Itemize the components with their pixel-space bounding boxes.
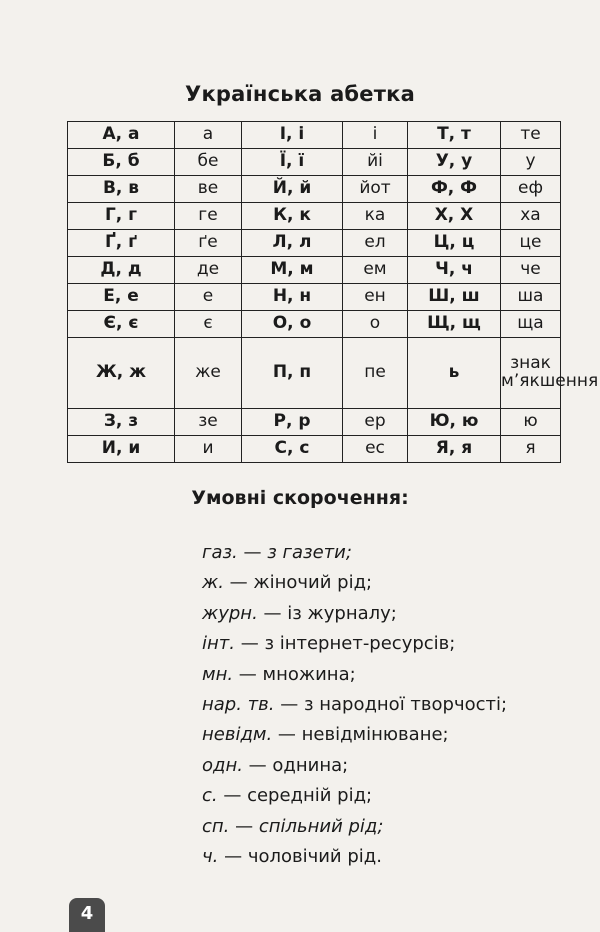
abbreviation-term: газ. (202, 542, 238, 563)
letter-name-cell: це (501, 230, 561, 257)
alphabet-table (67, 121, 599, 463)
dash-separator: — (274, 693, 304, 715)
abbreviation-term: ч. (202, 845, 219, 867)
alphabet-row (68, 311, 561, 338)
letter-cell: Л, л (242, 230, 343, 257)
abbreviation-meaning: із журналу; (287, 602, 397, 624)
letter-name-cell: де (175, 257, 242, 284)
abbreviation-item (202, 842, 600, 872)
letter-cell: Ш, ш (408, 284, 501, 311)
abbreviation-item (202, 781, 600, 811)
letter-cell: И, и (68, 436, 175, 463)
abbreviation-meaning: з народної творчості; (303, 693, 508, 715)
abbreviation-term: мн. (202, 663, 234, 685)
dash-separator: — (229, 815, 259, 837)
abbreviation-meaning: спільний рід; (258, 815, 384, 837)
dash-separator: — (272, 724, 302, 746)
letter-name-cell: е (175, 284, 242, 311)
letter-cell: П, п (242, 338, 343, 409)
abbreviation-meaning: множина; (262, 663, 356, 685)
letter-cell: Ц, ц (408, 230, 501, 257)
letter-cell: Я, я (408, 436, 501, 463)
abbreviation-item (202, 690, 600, 720)
letter-name-cell: и (175, 436, 242, 463)
letter-cell: Т, т (408, 122, 501, 149)
letter-cell: З, з (68, 409, 175, 436)
abbreviation-meaning: жіночий рід; (253, 572, 373, 594)
letter-cell: Ф, Ф (408, 176, 501, 203)
dash-separator: — (218, 845, 248, 867)
letter-cell: К, к (242, 203, 343, 230)
letter-name-cell: а (175, 122, 242, 149)
abbreviation-term: одн. (202, 754, 243, 776)
abbreviation-item (202, 538, 600, 568)
letter-name-cell: ша (501, 284, 561, 311)
letter-cell: Б, б (68, 149, 175, 176)
alphabet-row (68, 149, 561, 176)
letter-name-cell: йот (343, 176, 408, 203)
alphabet-row (68, 436, 561, 463)
abbreviation-term: нар. тв. (202, 693, 275, 715)
letter-cell: Х, Х (408, 203, 501, 230)
letter-name-cell: же (175, 338, 242, 409)
letter-cell: Н, н (242, 284, 343, 311)
letter-name-cell: ге (175, 203, 242, 230)
letter-name-cell: ел (343, 230, 408, 257)
alphabet-row (68, 203, 561, 230)
dash-separator: — (237, 542, 268, 563)
letter-name-cell: у (501, 149, 561, 176)
page-number: 4 (69, 898, 105, 932)
abbreviation-item (202, 812, 600, 842)
dash-separator: — (234, 633, 265, 655)
letter-name-cell: ес (343, 436, 408, 463)
letter-name-cell: я (501, 436, 561, 463)
abbreviation-item (202, 751, 600, 781)
letter-name-cell: знак м’якшення (501, 338, 561, 409)
letter-cell: М, м (242, 257, 343, 284)
abbreviation-item (202, 568, 600, 598)
letter-name-cell: ґе (175, 230, 242, 257)
letter-name-cell: ен (343, 284, 408, 311)
abbreviation-meaning: з газети; (267, 542, 352, 563)
alphabet-row (68, 338, 561, 409)
abbreviation-item (202, 599, 600, 629)
letter-name-cell: че (501, 257, 561, 284)
letter-cell: А, а (68, 122, 175, 149)
dash-separator: — (242, 754, 273, 776)
letter-cell: ь (408, 338, 501, 409)
abbreviations-title: Умовні скорочення: (191, 487, 409, 509)
abbreviation-meaning: з інтернет-ресурсів; (264, 633, 456, 655)
letter-cell: Й, й (242, 176, 343, 203)
alphabet-row (68, 122, 561, 149)
abbreviation-meaning: однина; (272, 754, 349, 776)
abbreviation-term: сп. (202, 815, 230, 837)
letter-name-cell: те (501, 122, 561, 149)
letter-cell: С, с (242, 436, 343, 463)
letter-cell: О, о (242, 311, 343, 338)
dash-separator: — (223, 572, 254, 594)
alphabet-row (68, 257, 561, 284)
letter-name-cell: ка (343, 203, 408, 230)
letter-cell: Д, д (68, 257, 175, 284)
abbreviation-meaning: чоловічий рід. (247, 845, 382, 867)
letter-name-cell: о (343, 311, 408, 338)
dash-separator: — (257, 602, 288, 624)
abbreviation-term: с. (202, 785, 218, 807)
abbreviation-meaning: невідмінюване; (301, 724, 449, 746)
letter-name-cell: бе (175, 149, 242, 176)
letter-name-cell: йі (343, 149, 408, 176)
letter-name-cell: ер (343, 409, 408, 436)
letter-name-cell: ю (501, 409, 561, 436)
abbreviation-meaning: середній рід; (247, 785, 373, 807)
page-title: Українська абетка (185, 82, 415, 106)
letter-cell: Ж, ж (68, 338, 175, 409)
letter-cell: Ґ, ґ (68, 230, 175, 257)
alphabet-row (68, 230, 561, 257)
letter-name-cell: еф (501, 176, 561, 203)
dash-separator: — (233, 663, 263, 685)
alphabet-row (68, 284, 561, 311)
letter-cell: В, в (68, 176, 175, 203)
abbreviation-item (202, 629, 600, 659)
letter-name-cell: ща (501, 311, 561, 338)
letter-cell: Є, є (68, 311, 175, 338)
abbreviation-item (202, 660, 600, 690)
letter-name-cell: є (175, 311, 242, 338)
letter-cell: Ю, ю (408, 409, 501, 436)
letter-cell: У, у (408, 149, 501, 176)
abbreviation-term: журн. (202, 602, 258, 624)
letter-cell: І, і (242, 122, 343, 149)
letter-name-cell: ве (175, 176, 242, 203)
abbreviation-term: невідм. (202, 724, 273, 746)
letter-name-cell: зе (175, 409, 242, 436)
dash-separator: — (217, 785, 248, 807)
abbreviation-term: інт. (202, 633, 235, 655)
letter-cell: Ч, ч (408, 257, 501, 284)
letter-cell: Е, е (68, 284, 175, 311)
alphabet-row (68, 176, 561, 203)
letter-name-cell: пе (343, 338, 408, 409)
abbreviations-list (202, 538, 600, 872)
letter-cell: Р, р (242, 409, 343, 436)
letter-cell: Ї, ї (242, 149, 343, 176)
abbreviation-term: ж. (202, 572, 224, 594)
letter-name-cell: і (343, 122, 408, 149)
letter-cell: Щ, щ (408, 311, 501, 338)
letter-name-cell: ем (343, 257, 408, 284)
letter-name-cell: ха (501, 203, 561, 230)
alphabet-row (68, 409, 561, 436)
letter-cell: Г, г (68, 203, 175, 230)
abbreviation-item (202, 720, 600, 750)
